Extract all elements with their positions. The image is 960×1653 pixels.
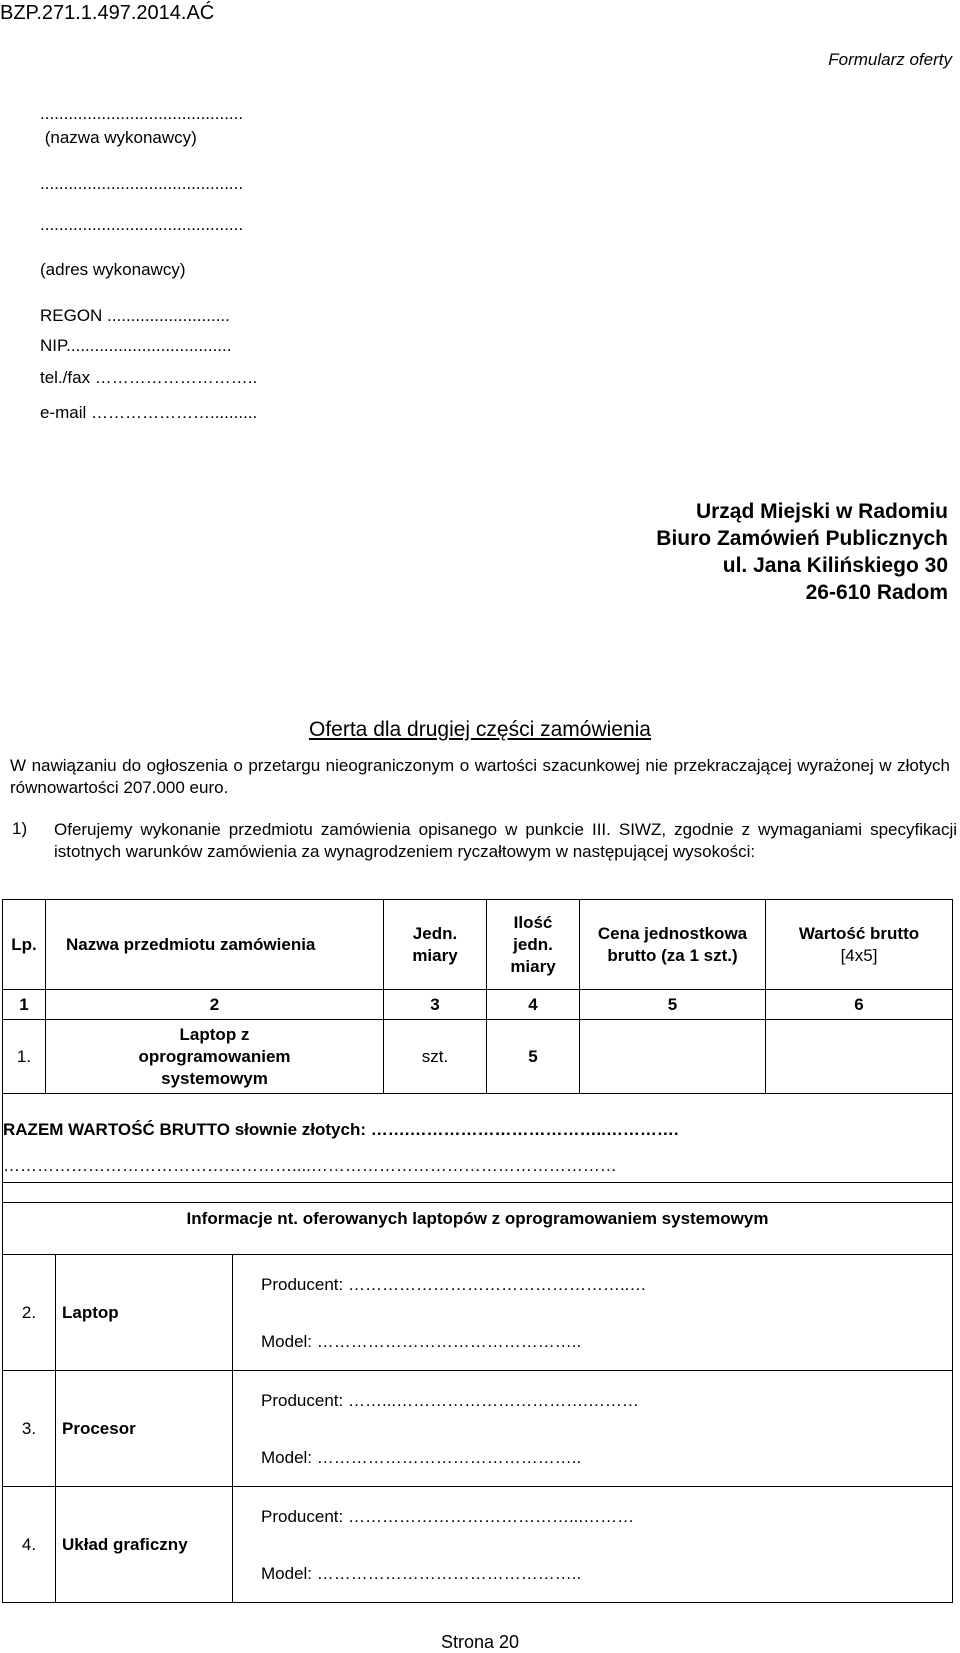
item-fields (233, 1255, 953, 1371)
table-row (3, 1020, 953, 1094)
contractor-address-label: (adres wykonawcy) (40, 260, 186, 279)
recipient-address (656, 498, 948, 606)
item-name: Procesor (56, 1371, 233, 1487)
info-title: Informacje nt. oferowanych laptopów z oprogramowaniem systemowym (3, 1183, 953, 1255)
header-lp: Lp. (3, 900, 46, 990)
regon-field: REGON .......................... (40, 306, 230, 325)
point-1-text: Oferujemy wykonanie przedmiotu zamówienia opisanego w punkcie III. SIWZ, zgodnie z wymaganiami specyfikacji istotnych warunków zamówienia za wynagrodzeniem ryczałtowym w następującej wysokości: (54, 820, 957, 861)
point-1-number: 1) (12, 819, 28, 838)
table-header-row (3, 900, 953, 990)
total-line-2: ……………………………………………....……………………………………………… (3, 1156, 617, 1175)
recipient-line-1: Urząd Miejski w Radomiu (695, 500, 948, 523)
row-quantity: 5 (487, 1020, 580, 1094)
item-lp: 3. (3, 1371, 56, 1487)
item-fields (233, 1487, 953, 1603)
row-gross-value-field (766, 1020, 953, 1094)
col-number-4: 4 (487, 990, 580, 1020)
col-number-3: 3 (384, 990, 487, 1020)
total-line-1: RAZEM WARTOŚĆ BRUTTO słownie złotych: …….……………………………..…………. (3, 1120, 679, 1139)
header-unit-price: Cena jednostkowa brutto (za 1 szt.) (580, 900, 766, 990)
model-field: Model: ……………………………………….. (261, 1447, 582, 1467)
item-lp: 2. (3, 1255, 56, 1371)
list-item (3, 1255, 953, 1371)
item-name: Laptop (56, 1255, 233, 1371)
header-gross-value-formula: [4x5] (840, 945, 878, 965)
offer-intro: W nawiązaniu do ogłoszenia o przetargu nieograniczonym o wartości szacunkowej nie przekraczającej wyrażonej w złotych równowartości 207.000 euro. (10, 756, 950, 797)
producer-field: Producent: ……...…………………………….……… (261, 1390, 639, 1410)
page-number: Strona 20 (440, 1632, 520, 1652)
header-unit: Jedn. miary (384, 900, 487, 990)
item-lp: 4. (3, 1487, 56, 1603)
col-number-2: 2 (46, 990, 384, 1020)
header-gross-value-label: Wartość brutto (798, 923, 920, 943)
info-title-row (3, 1183, 953, 1255)
info-table (2, 1182, 953, 1603)
producer-field: Producent: …………………………………………..… (261, 1274, 647, 1294)
telfax-field: tel./fax ……………………….. (40, 368, 258, 387)
recipient-line-3: ul. Jana Kilińskiego 30 (722, 554, 948, 577)
model-field: Model: ……………………………………….. (261, 1331, 582, 1351)
item-name: Układ graficzny (56, 1487, 233, 1603)
contractor-address-dots-2: ........................................... (40, 215, 244, 234)
form-title: Formularz oferty (828, 50, 952, 69)
contractor-name-label: (nazwa wykonawcy) (40, 128, 197, 147)
offer-title: Oferta dla drugiej części zamówienia (309, 718, 651, 741)
col-number-6: 6 (766, 990, 953, 1020)
row-unit-price-field (580, 1020, 766, 1094)
document-reference: BZP.271.1.497.2014.AĆ (0, 2, 215, 24)
row-lp: 1. (3, 1020, 46, 1094)
contractor-name-dots: ........................................... (40, 104, 244, 123)
header-gross-value (766, 900, 953, 990)
col-number-5: 5 (580, 990, 766, 1020)
recipient-line-4: 26-610 Radom (805, 581, 948, 604)
header-item-name: Nazwa przedmiotu zamówienia (46, 900, 384, 990)
table-numbering-row (3, 990, 953, 1020)
recipient-line-2: Biuro Zamówień Publicznych (656, 527, 948, 550)
list-item (3, 1487, 953, 1603)
nip-field: NIP................................... (40, 336, 232, 355)
offer-table (2, 899, 953, 1203)
producer-field: Producent: …………………………………...……… (261, 1506, 635, 1526)
item-fields (233, 1371, 953, 1487)
contractor-address-dots-1: ........................................... (40, 174, 244, 193)
list-item (3, 1371, 953, 1487)
email-field: e-mail ………………….......... (40, 403, 258, 422)
col-number-1: 1 (3, 990, 46, 1020)
header-quantity: Ilość jedn. miary (487, 900, 580, 990)
row-item-name: Laptop z oprogramowaniem systemowym (46, 1020, 384, 1094)
row-unit: szt. (384, 1020, 487, 1094)
model-field: Model: ……………………………………….. (261, 1563, 582, 1583)
